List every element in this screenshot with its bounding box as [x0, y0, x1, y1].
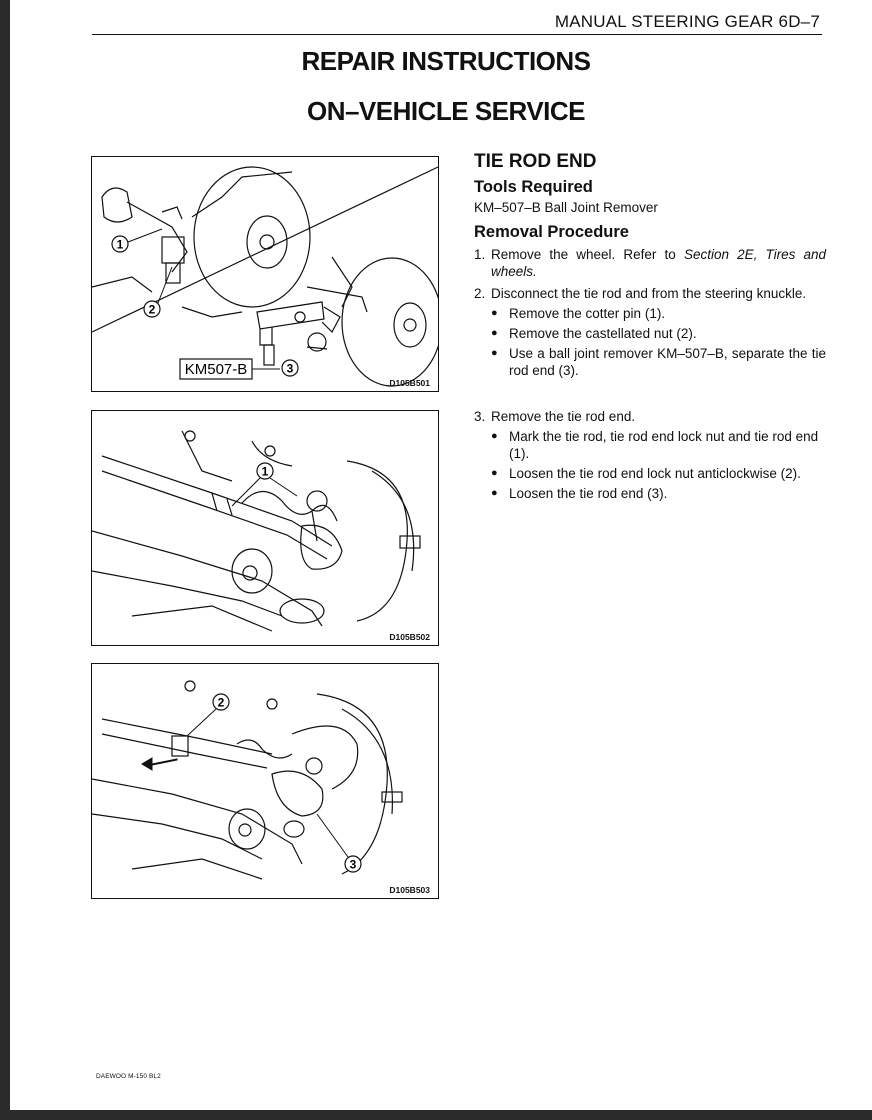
svg-text:3: 3 [349, 857, 357, 872]
callout-2 [144, 267, 172, 317]
manual-page [10, 0, 872, 1110]
page-header [92, 8, 822, 35]
section-title: TIE ROD END [474, 151, 597, 172]
svg-text:3: 3 [286, 361, 294, 376]
svg-text:1: 1 [261, 464, 269, 479]
list-item: ● Loosen the tie rod end (3). [491, 486, 668, 501]
svg-text:2: 2 [148, 302, 156, 317]
procedure-text-step-3 [474, 403, 826, 503]
step-1: 1. Remove the wheel. Refer to Section 2E, Tires and wheels. [474, 247, 826, 279]
illustration-mark-tie-rod [92, 411, 438, 645]
page-title: REPAIR INSTRUCTIONS [301, 46, 591, 76]
figure-code: D105B501 [389, 378, 430, 388]
figure-loosen-tie-rod [91, 663, 439, 899]
svg-text:KM507-B: KM507-B [184, 361, 248, 378]
page-subtitle: ON–VEHICLE SERVICE [306, 96, 586, 126]
list-item: ● Loosen the tie rod end lock nut anticlockwise (2). [491, 466, 801, 481]
figure-code: D105B502 [389, 632, 430, 642]
header-text: MANUAL STEERING GEAR 6D–7 [554, 12, 820, 31]
section-reference: Section 2E, Tires and wheels. [491, 247, 826, 279]
procedure-text [474, 153, 826, 380]
tools-heading: Tools Required [474, 178, 593, 196]
figure-mark-tie-rod [91, 410, 439, 646]
list-item: ● Mark the tie rod, tie rod end lock nut and tie rod end (1). [491, 429, 819, 461]
page-footer: DAEWOO M-150 BL2 [96, 1073, 161, 1080]
figure-code: D105B503 [389, 885, 430, 895]
step-3: 3. Remove the tie rod end. [474, 409, 636, 424]
callout-2 [187, 694, 229, 736]
callout-3 [317, 814, 361, 872]
svg-text:2: 2 [217, 695, 225, 710]
callout-3 [282, 360, 298, 376]
figure-ball-joint-removal [91, 156, 439, 392]
svg-text:1: 1 [116, 237, 124, 252]
illustration-ball-joint-removal [92, 157, 438, 391]
list-item: ● Remove the cotter pin (1). [491, 306, 666, 321]
step-2: 2. Disconnect the tie rod and from the steering knuckle. [474, 286, 807, 301]
tools-list: KM–507–B Ball Joint Remover [474, 200, 658, 215]
tool-label-km507b [180, 359, 280, 379]
list-item: ● Use a ball joint remover KM–507–B, separate the tie rod end (3). [491, 346, 826, 378]
illustration-loosen-tie-rod [92, 664, 438, 898]
procedure-heading: Removal Procedure [474, 223, 629, 241]
list-item: ● Remove the castellated nut (2). [491, 326, 697, 341]
callout-1 [112, 229, 162, 252]
callout-1 [232, 463, 297, 506]
